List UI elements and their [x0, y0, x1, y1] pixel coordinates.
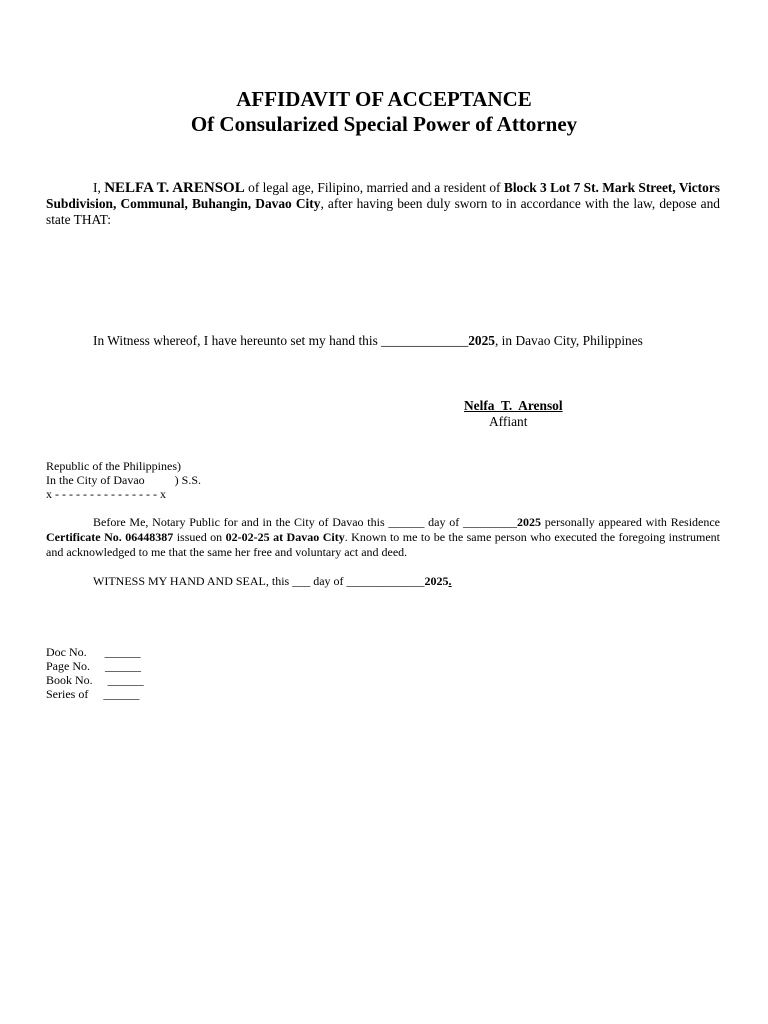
jurat-d: . Known to me to be the same person who executed the foregoing instrument and acknowledged to me that the same her free and voluntary act and deed. [46, 530, 721, 559]
venue-line-3: x - - - - - - - - - - - - - - - x [46, 487, 166, 501]
series-of: Series of ______ [46, 687, 140, 701]
jurat-c: issued on [173, 530, 226, 544]
witness-place: , in Davao City, Philippines [494, 333, 643, 348]
signature-name: Nelfa T. Arensol [464, 398, 563, 413]
venue-line-2: In the City of Davao ) S.S. [46, 473, 201, 487]
issued-date-place: 02-02-25 at Davao City [225, 530, 345, 544]
venue-line-1: Republic of the Philippines) [46, 459, 181, 473]
seal-dot: . [448, 574, 452, 588]
seal-text: WITNESS MY HAND AND SEAL, this ___ day of _____________ [93, 574, 425, 588]
affiant-name: NELFA T. ARENSOL [104, 180, 245, 196]
document-title: AFFIDAVIT OF ACCEPTANCE [236, 87, 532, 111]
intro-suffix: , after having been duly sworn to in accordance with the law, depose and state THAT: [46, 196, 720, 227]
witness-year: 2025 [468, 333, 495, 348]
jurat-b: personally appeared with Residence [541, 515, 721, 529]
witness-text: In Witness whereof, I have hereunto set my hand this _____________ [93, 333, 469, 348]
intro-mid: of legal age, Filipino, married and a resident of [244, 180, 504, 195]
intro-paragraph [46, 180, 720, 228]
jurat-a: Before Me, Notary Public for and in the City of Davao this ______ day of _________ [93, 515, 518, 529]
witness-clause [93, 333, 643, 349]
residence-certificate: Certificate No. 06448387 [46, 530, 174, 544]
book-no: Book No. ______ [46, 673, 144, 687]
seal-clause [93, 574, 452, 589]
jurat-year: 2025 [517, 515, 542, 529]
document-subtitle: Of Consularized Special Power of Attorney [190, 112, 578, 136]
intro-prefix: I, [93, 180, 105, 195]
jurat-paragraph [46, 515, 720, 560]
doc-no: Doc No. ______ [46, 645, 141, 659]
signature-role: Affiant [489, 414, 528, 429]
seal-year: 2025 [424, 574, 449, 588]
page-no: Page No. ______ [46, 659, 141, 673]
affiant-address: Block 3 Lot 7 St. Mark Street, Victors Subdivision, Communal, Buhangin, Davao City [46, 180, 720, 211]
